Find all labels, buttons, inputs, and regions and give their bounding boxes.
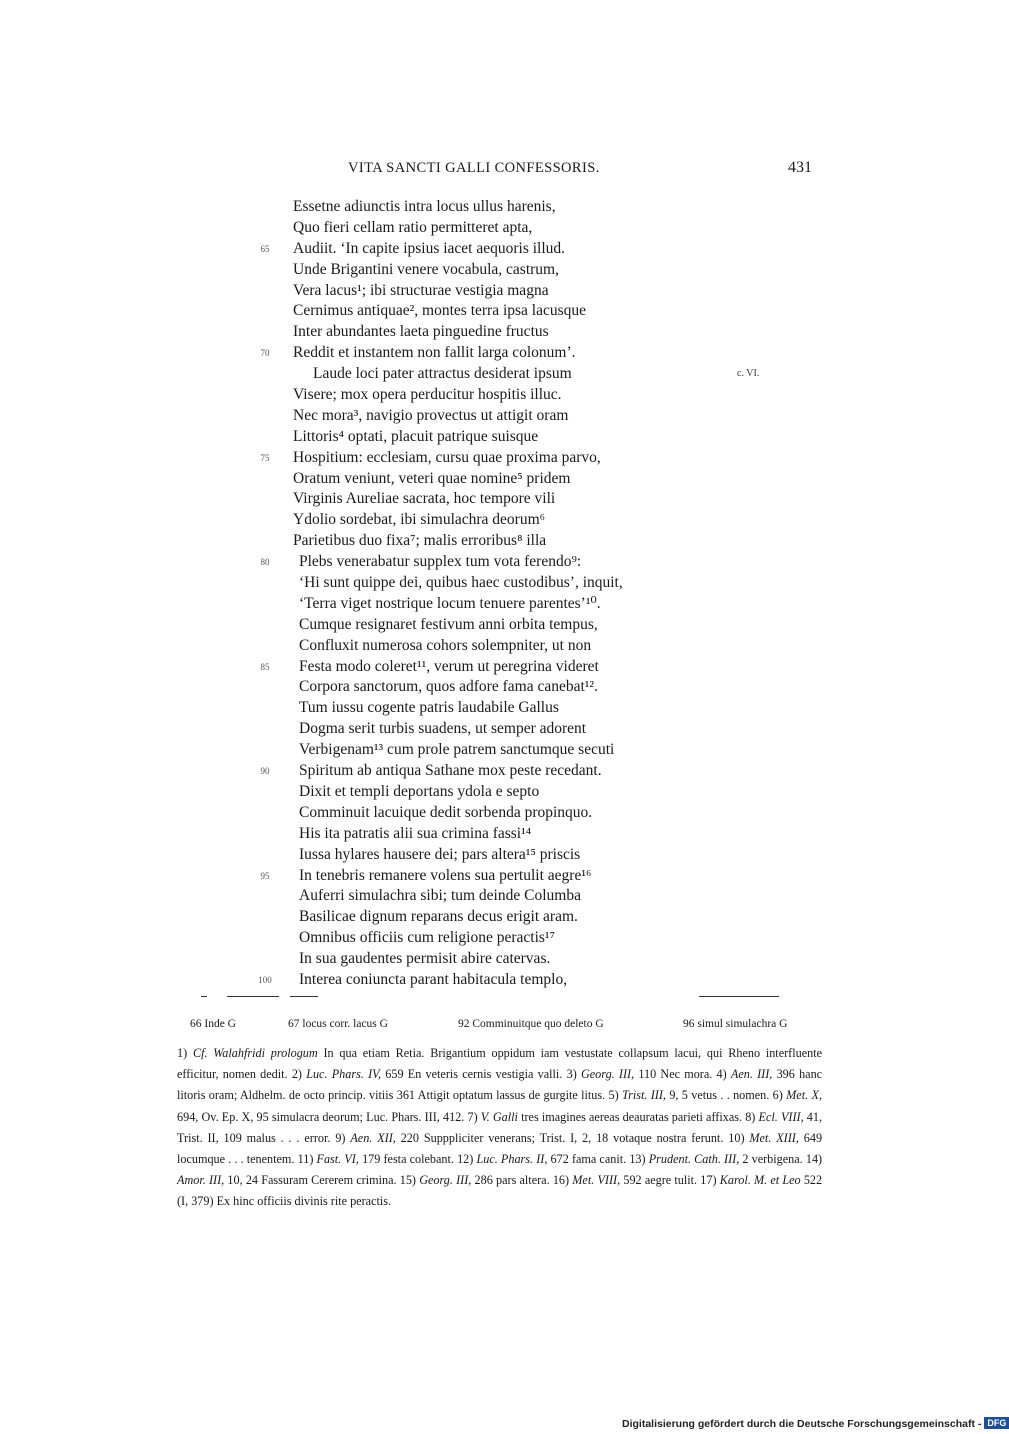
verse-line <box>293 301 773 322</box>
footnote-source: Georg. III, <box>419 1173 472 1188</box>
footnote-number: 15) <box>399 1173 416 1188</box>
verse-line <box>293 928 773 949</box>
verse-line <box>293 782 773 803</box>
verse-line <box>293 364 773 385</box>
verse-line <box>260 761 773 782</box>
verse-line <box>293 677 773 698</box>
verse-text: Festa modo coleret¹¹, verum ut peregrina videret <box>299 657 599 675</box>
verse-line <box>293 281 773 302</box>
verse-text: His ita patratis alii sua crimina fassi¹⁴ <box>299 824 532 842</box>
critical-apparatus <box>190 1018 830 1038</box>
verse-text: Parietibus duo fixa⁷; malis erroribus⁸ illa <box>293 532 547 550</box>
footnote-text: 220 Supppliciter venerans; Trist. I, 2, 18 votaque nostra ferunt. <box>400 1130 724 1145</box>
verse-text: Quo fieri cellam ratio permitteret apta, <box>293 218 533 236</box>
footnote-text: 522 (I, 379) Ex hinc officiis divinis rite peractis. <box>177 1173 823 1209</box>
verse-text: Vera lacus¹; ibi structurae vestigia magna <box>293 281 549 299</box>
footnote-text: 592 aegre tulit. <box>623 1173 698 1188</box>
verse-text: Spiritum ab antiqua Sathane mox peste recedant. <box>299 762 602 780</box>
verse-text: In tenebris remanere volens sua pertulit aegre¹⁶ <box>299 866 592 884</box>
line-number: 95 <box>260 870 270 881</box>
footnote-source: Met. VIII, <box>572 1173 621 1188</box>
verse-text: Virginis Aureliae sacrata, hoc tempore vili <box>293 490 556 508</box>
poem-text <box>258 197 773 991</box>
footnote <box>467 1110 745 1124</box>
line-number: 80 <box>260 557 270 568</box>
apparatus-divider <box>197 992 781 1000</box>
footnote <box>629 1152 806 1166</box>
chapter-margin-note: c. VI. <box>737 368 760 380</box>
verse-line <box>293 824 773 845</box>
footnote-number: 5) <box>608 1088 619 1103</box>
footnote-text: 41, Trist. II, 109 malus . . . error. <box>177 1109 823 1145</box>
footnote-text: 2 verbigena. <box>742 1152 803 1167</box>
verse-line <box>293 845 773 866</box>
verse-line <box>293 949 773 970</box>
footnote-source: Trist. III, <box>621 1088 666 1103</box>
divider-dash <box>290 996 318 997</box>
divider-dash <box>227 996 279 997</box>
footnote-number: 12) <box>457 1152 474 1167</box>
verse-line <box>293 531 773 552</box>
footnote-source: Karol. M. et Leo <box>719 1173 801 1188</box>
footnote-text: tres imagines aereas deauratas parieti affixas. <box>521 1109 743 1124</box>
verse-text: Verbigenam¹³ cum prole patrem sanctumque secuti <box>299 741 615 759</box>
verse-line <box>293 322 773 343</box>
verse-text: Littoris⁴ optati, placuit patrique suisque <box>293 427 539 445</box>
apparatus-entry: 66 Inde G <box>190 1018 236 1030</box>
footnote <box>457 1152 629 1166</box>
footnote <box>608 1088 772 1102</box>
verse-line <box>293 615 773 636</box>
verse-line <box>260 239 773 260</box>
verse-text: Dixit et templi deportans ydola e septo <box>299 782 540 800</box>
apparatus-entry: 92 Comminuitque quo deleto G <box>458 1018 604 1030</box>
verse-text: Cernimus antiquae², montes terra ipsa lacusque <box>293 302 587 320</box>
footnote-source: Cf. Walahfridi prologum <box>192 1046 318 1060</box>
verse-line <box>260 866 773 887</box>
verse-text: Tum iussu cogente patris laudabile Gallus <box>299 699 559 717</box>
footnote <box>298 1152 458 1166</box>
footnote-source: V. Galli <box>480 1109 518 1124</box>
footnote-number: 13) <box>629 1152 646 1167</box>
footnote-text: 9, 5 vetus . . nomen. <box>669 1088 770 1103</box>
apparatus-entry: 67 locus corr. lacus G <box>288 1018 388 1030</box>
footnote-number: 9) <box>335 1130 346 1145</box>
verse-line <box>260 657 773 678</box>
verse-text: Reddit et instantem non fallit larga colonum’. <box>293 344 576 362</box>
verse-text: Hospitium: ecclesiam, cursu quae proxima parvo, <box>293 448 601 466</box>
verse-text: Iussa hylares hausere dei; pars altera¹⁵ priscis <box>299 845 581 863</box>
footnote-source: Aen. XII, <box>350 1130 396 1145</box>
footnote-source: Ecl. VIII, <box>758 1109 804 1124</box>
divider-dash <box>699 996 779 997</box>
footnote-number: 16) <box>552 1173 570 1188</box>
verse-line <box>293 197 773 218</box>
verse-line <box>293 803 773 824</box>
verse-text: Essetne adiunctis intra locus ullus harenis, <box>293 198 556 215</box>
verse-line <box>293 510 773 531</box>
verse-line <box>293 469 773 490</box>
divider-dash <box>201 996 207 997</box>
footnote-text: 672 fama canit. <box>550 1152 627 1167</box>
verse-line <box>293 385 773 406</box>
verse-line <box>260 552 773 573</box>
verse-line <box>293 740 773 761</box>
footnote-number: 14) <box>805 1152 823 1167</box>
footnote-number: 2) <box>291 1067 302 1082</box>
footnote-number: 4) <box>716 1067 727 1082</box>
footnote-source: Amor. III, <box>177 1173 225 1188</box>
footnote-source: Georg. III, <box>580 1067 635 1082</box>
footnote-text: 110 Nec mora. <box>638 1067 713 1082</box>
verse-text: Interea coniuncta parant habitacula templo, <box>299 970 568 988</box>
verse-line <box>293 907 773 928</box>
running-header-title: VITA SANCTI GALLI CONFESSORIS. <box>348 160 600 176</box>
footnote <box>292 1067 567 1081</box>
verse-line <box>293 406 773 427</box>
verse-text: Unde Brigantini venere vocabula, castrum, <box>293 260 559 278</box>
verse-text: Nec mora³, navigio provectus ut attigit oram <box>293 406 569 424</box>
footnote-text: 179 festa colebant. <box>362 1152 454 1167</box>
verse-line <box>260 343 773 364</box>
footnote-text: 659 En veteris cernis vestigia valli. <box>385 1067 563 1082</box>
verse-text: Laude loci pater attractus desiderat ipsum <box>313 365 572 383</box>
footnote-source: Aen. III, <box>730 1067 773 1082</box>
footnote <box>400 1173 553 1187</box>
page-number: 431 <box>788 159 812 176</box>
footnote <box>567 1067 717 1081</box>
verse-text: Basilicae dignum reparans decus erigit aram. <box>299 908 578 926</box>
footnote-text: 649 locumque . . . tenentem. <box>177 1130 823 1167</box>
line-number: 90 <box>260 766 270 777</box>
verse-text: In sua gaudentes permisit abire catervas. <box>299 950 551 968</box>
footnote-text: In qua etiam Retia. Brigantium oppidum iam vestustate collapsum lacui, qui Rheno interfluente efficitur, nomen dedit. <box>177 1046 822 1082</box>
funding-text: Digitalisierung gefördert durch die Deutsche Forschungsgemeinschaft - <box>622 1418 982 1430</box>
verse-text: ‘Hi sunt quippe dei, quibus haec custodibus’, inquit, <box>299 574 623 592</box>
footnote-source: Met. X, <box>786 1088 822 1103</box>
footnote-source: Met. XIII, <box>749 1130 799 1145</box>
footnote <box>335 1131 728 1145</box>
verse-text: Inter abundantes laeta pinguedine fructus <box>293 323 549 341</box>
footnote-source: Prudent. Cath. III, <box>648 1152 740 1167</box>
verse-line <box>293 636 773 657</box>
verse-line <box>293 886 773 907</box>
verse-text: Cumque resignaret festivum anni orbita tempus, <box>299 615 598 633</box>
verse-line <box>293 427 773 448</box>
verse-text: Oratum veniunt, veteri quae nomine⁵ pridem <box>293 469 571 487</box>
verse-text: Audiit. ‘In capite ipsius iacet aequoris illud. <box>293 239 566 257</box>
footnote-number: 3) <box>566 1067 577 1082</box>
verse-text: Ydolio sordebat, ibi simulachra deorum⁶ <box>293 511 546 529</box>
verse-line <box>293 719 773 740</box>
footnote-number: 10) <box>728 1130 745 1145</box>
footnote <box>553 1173 700 1187</box>
verse-text: Omnibus officiis cum religione peractis¹⁷ <box>299 929 555 947</box>
line-number: 70 <box>260 348 270 359</box>
verse-line <box>260 448 773 469</box>
funding-note <box>622 1417 1009 1430</box>
verse-text: Visere; mox opera perducitur hospitis illuc. <box>293 386 562 404</box>
verse-text: Comminuit lacuique dedit sorbenda propinquo. <box>299 803 593 821</box>
verse-line <box>293 594 773 615</box>
verse-text: Corpora sanctorum, quos adfore fama canebat¹². <box>299 678 598 696</box>
line-number: 85 <box>260 661 270 672</box>
footnote-text: 396 hanc litoris oram; Aldhelm. de octo princip. vitiis 361 Attigit optatum lassus de gurgite litus. <box>177 1067 823 1103</box>
verse-text: ‘Terra viget nostrique locum tenuere parentes’¹⁰. <box>299 594 601 612</box>
footnote-number: 8) <box>745 1109 756 1124</box>
verse-line <box>293 573 773 594</box>
footnote-text: 286 pars altera. <box>474 1173 550 1188</box>
footnote-number: 17) <box>700 1173 717 1188</box>
dfg-logo: DFG <box>984 1417 1009 1429</box>
verse-line <box>293 218 773 239</box>
verse-line <box>293 698 773 719</box>
footnote-source: Fast. VI, <box>316 1152 359 1167</box>
verse-text: Dogma serit turbis suadens, ut semper adorent <box>299 720 587 738</box>
verse-line <box>258 970 773 991</box>
footnote-number: 1) <box>177 1046 188 1060</box>
footnote-number: 11) <box>297 1152 314 1167</box>
line-number: 65 <box>260 243 270 254</box>
footnote-source: Luc. Phars. II, <box>476 1152 548 1167</box>
verse-text: Plebs venerabatur supplex tum vota ferendo⁹: <box>299 553 582 571</box>
footnote-number: 7) <box>467 1109 478 1124</box>
verse-line <box>293 260 773 281</box>
verse-line <box>293 489 773 510</box>
footnote-source: Luc. Phars. IV, <box>306 1067 382 1082</box>
footnote-number: 6) <box>772 1088 783 1103</box>
verse-text: Auferri simulachra sibi; tum deinde Columba <box>299 887 581 905</box>
line-number: 75 <box>260 452 270 463</box>
footnotes <box>177 1043 822 1213</box>
apparatus-entry: 96 simul simulachra G <box>683 1018 788 1030</box>
line-number: 100 <box>258 974 272 985</box>
verse-text: Confluxit numerosa cohors solempniter, ut non <box>299 636 592 654</box>
footnote-text: 10, 24 Fassuram Cererem crimina. <box>227 1173 397 1188</box>
footnote-text: 694, Ov. Ep. X, 95 simulacra deorum; Luc. Phars. III, 412. <box>177 1109 465 1124</box>
